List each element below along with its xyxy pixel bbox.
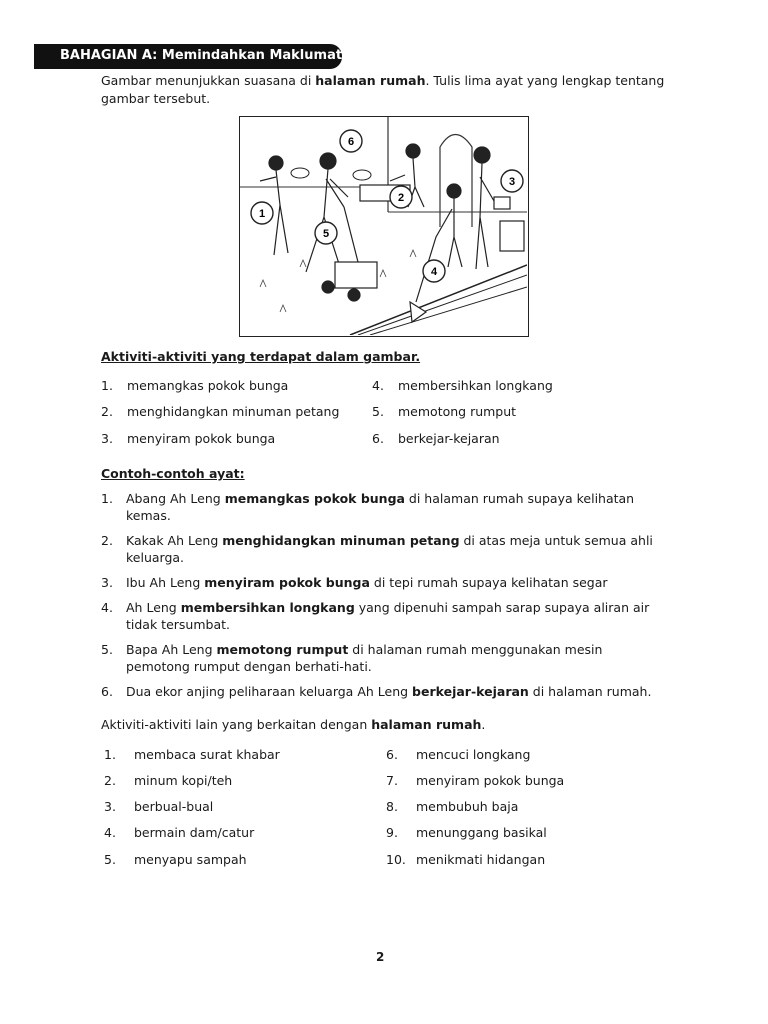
activity-text: menghidangkan minuman petang bbox=[127, 404, 340, 419]
other-activity-number: 4. bbox=[104, 825, 116, 840]
example-text-bold: berkejar-kejaran bbox=[412, 684, 529, 699]
example-text-pre: Bapa Ah Leng bbox=[126, 642, 217, 657]
activity-text: menyiram pokok bunga bbox=[127, 431, 276, 446]
example-number: 3. bbox=[101, 575, 113, 590]
example-text-bold: memangkas pokok bunga bbox=[224, 491, 405, 506]
example-number: 6. bbox=[101, 684, 113, 699]
marker-1-label: 1 bbox=[258, 208, 266, 220]
other-activity-number: 10. bbox=[386, 852, 406, 867]
other-activity-text: menyiram pokok bunga bbox=[416, 773, 565, 788]
other-activity-text: minum kopi/teh bbox=[134, 773, 233, 788]
examples-list bbox=[101, 490, 661, 708]
other-activity-number: 2. bbox=[104, 773, 116, 788]
example-text-post: yang dipenuhi sampah sarap supaya aliran air tidak tersumbat. bbox=[126, 600, 650, 632]
activity-item bbox=[372, 378, 553, 393]
other-intro-pre: Aktiviti-aktiviti lain yang berkaitan dengan bbox=[101, 717, 372, 732]
other-intro-post: . bbox=[481, 717, 486, 732]
other-activity-number: 3. bbox=[104, 799, 116, 814]
person-watering bbox=[474, 147, 524, 269]
example-text-bold: menyiram pokok bunga bbox=[204, 575, 370, 590]
other-activity-number: 6. bbox=[386, 747, 398, 762]
other-activities-intro bbox=[101, 717, 485, 732]
other-activity-text: menikmati hidangan bbox=[416, 852, 546, 867]
other-activity-number: 8. bbox=[386, 799, 398, 814]
example-number: 5. bbox=[101, 642, 113, 657]
example-text-post: di atas meja untuk semua ahli keluarga. bbox=[126, 533, 653, 565]
activity-text: memangkas pokok bunga bbox=[127, 378, 289, 393]
activity-text: berkejar-kejaran bbox=[398, 431, 500, 446]
activity-item bbox=[372, 404, 516, 419]
activity-number: 6. bbox=[372, 431, 384, 446]
other-activity-text: mencuci longkang bbox=[416, 747, 531, 762]
other-activity-item bbox=[104, 825, 254, 840]
activity-number: 2. bbox=[101, 404, 113, 419]
other-activity-text: menyapu sampah bbox=[134, 852, 247, 867]
other-activity-number: 5. bbox=[104, 852, 116, 867]
activity-item bbox=[372, 431, 500, 446]
activity-number: 3. bbox=[101, 431, 113, 446]
example-sentence bbox=[101, 574, 661, 591]
other-activity-text: berbual-bual bbox=[134, 799, 214, 814]
other-activity-item bbox=[104, 852, 247, 867]
other-activity-item bbox=[104, 799, 213, 814]
activity-number: 5. bbox=[372, 404, 384, 419]
garden-illustration bbox=[239, 116, 529, 337]
other-activity-number: 1. bbox=[104, 747, 116, 762]
marker-3-label: 3 bbox=[508, 176, 516, 188]
other-activity-text: bermain dam/catur bbox=[134, 825, 255, 840]
example-text-bold: menghidangkan minuman petang bbox=[222, 533, 460, 548]
example-text-post: di halaman rumah menggunakan mesin pemotong rumput dengan berhati-hati. bbox=[126, 642, 603, 674]
intro-text-1: Gambar menunjukkan suasana di bbox=[101, 73, 316, 88]
intro-paragraph bbox=[101, 72, 681, 108]
example-sentence bbox=[101, 490, 661, 524]
activity-item bbox=[101, 404, 339, 419]
other-activity-text: menunggang basikal bbox=[416, 825, 547, 840]
intro-bold: halaman rumah bbox=[315, 73, 426, 88]
other-activity-item bbox=[386, 825, 547, 840]
other-activity-text: membubuh baja bbox=[416, 799, 519, 814]
dogs bbox=[291, 168, 371, 180]
example-number: 2. bbox=[101, 533, 113, 548]
example-text-post: di halaman rumah. bbox=[528, 684, 652, 699]
other-activity-number: 9. bbox=[386, 825, 398, 840]
other-activity-item bbox=[386, 799, 518, 814]
marker-2-label: 2 bbox=[397, 192, 405, 204]
marker-4-label: 4 bbox=[430, 266, 438, 278]
other-activity-item bbox=[386, 852, 545, 867]
marker-6-label: 6 bbox=[347, 136, 355, 148]
activity-text: membersihkan longkang bbox=[398, 378, 553, 393]
intro-text-2: . Tulis lima ayat yang lengkap tentang gambar tersebut. bbox=[101, 73, 665, 106]
marker-5-label: 5 bbox=[322, 228, 330, 240]
section-header-title: BAHAGIAN A: Memindahkan Maklumat bbox=[60, 48, 343, 63]
example-number: 1. bbox=[101, 491, 113, 506]
example-text-bold: memotong rumput bbox=[216, 642, 349, 657]
page-number: 2 bbox=[376, 950, 385, 964]
example-text-pre: Abang Ah Leng bbox=[126, 491, 225, 506]
other-activity-text: membaca surat khabar bbox=[134, 747, 280, 762]
example-text-bold: membersihkan longkang bbox=[180, 600, 355, 615]
example-sentence bbox=[101, 641, 661, 675]
activity-item bbox=[101, 378, 288, 393]
example-text-post: di tepi rumah supaya kelihatan segar bbox=[369, 575, 608, 590]
example-sentence bbox=[101, 532, 661, 566]
activity-text: memotong rumput bbox=[398, 404, 517, 419]
other-activity-item bbox=[104, 747, 280, 762]
example-sentence bbox=[101, 599, 661, 633]
other-intro-bold: halaman rumah bbox=[371, 717, 482, 732]
example-text-pre: Dua ekor anjing peliharaan keluarga Ah Leng bbox=[126, 684, 413, 699]
example-text-pre: Ibu Ah Leng bbox=[126, 575, 205, 590]
activity-number: 1. bbox=[101, 378, 113, 393]
example-text-pre: Ah Leng bbox=[126, 600, 181, 615]
example-text-post: di halaman rumah supaya kelihatan kemas. bbox=[126, 491, 635, 523]
examples-title: Contoh-contoh ayat: bbox=[101, 466, 245, 481]
activities-title: Aktiviti-aktiviti yang terdapat dalam gambar. bbox=[101, 349, 421, 364]
other-activity-number: 7. bbox=[386, 773, 398, 788]
example-text-pre: Kakak Ah Leng bbox=[126, 533, 223, 548]
activity-number: 4. bbox=[372, 378, 384, 393]
other-activity-item bbox=[104, 773, 232, 788]
activity-item bbox=[101, 431, 275, 446]
other-activity-item bbox=[386, 747, 530, 762]
garden-scene bbox=[240, 117, 527, 335]
example-number: 4. bbox=[101, 600, 113, 615]
example-sentence bbox=[101, 683, 661, 700]
other-activity-item bbox=[386, 773, 564, 788]
